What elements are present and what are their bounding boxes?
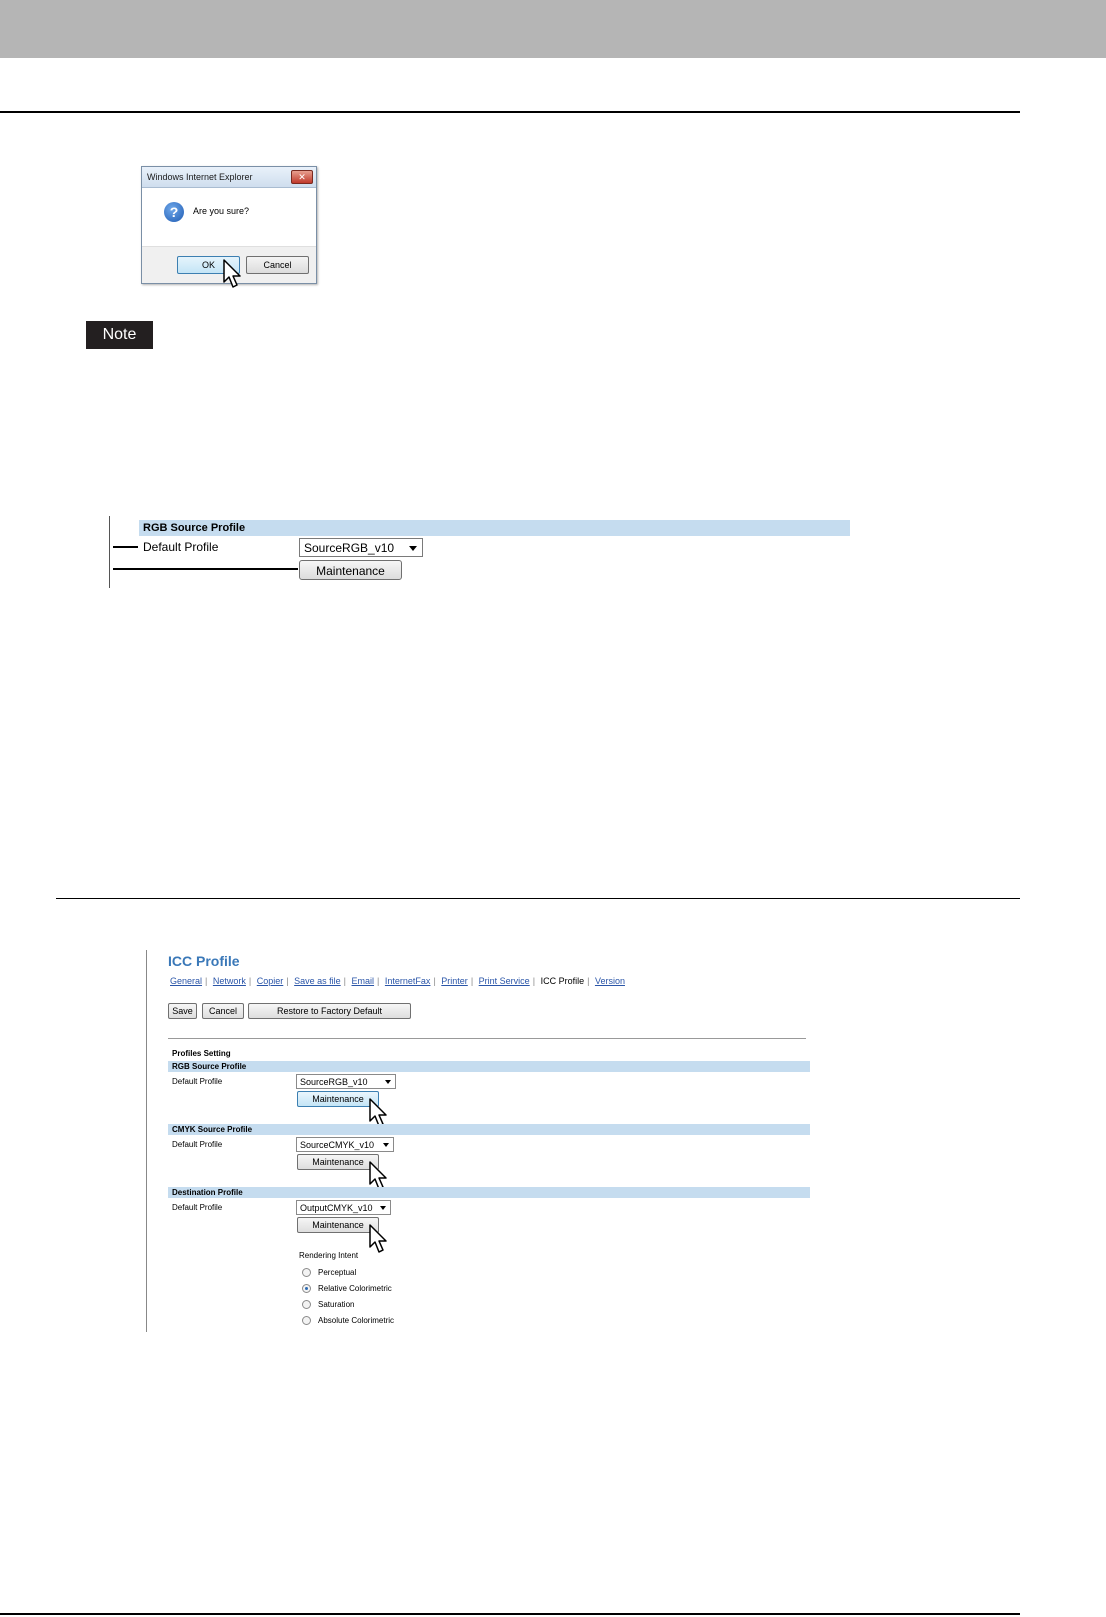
dialog-close-icon[interactable]: ✕ <box>291 170 313 184</box>
tab-internetfax[interactable]: InternetFax <box>384 976 431 986</box>
callout-line-default-profile <box>113 546 138 548</box>
page-title: ICC Profile <box>168 953 240 969</box>
destination-profile-select[interactable] <box>296 1200 391 1215</box>
tab-icc-profile[interactable]: ICC Profile <box>540 976 585 986</box>
rendering-intent-label: Rendering Intent <box>299 1251 359 1260</box>
dialog-ok-button[interactable]: OK <box>177 256 240 274</box>
tab-separator: | <box>248 976 252 986</box>
tab-email[interactable]: Email <box>351 976 375 986</box>
callout-bracket <box>109 516 110 588</box>
destination-profile-value: OutputCMYK_v10 <box>300 1203 373 1213</box>
tab-separator: | <box>532 976 536 986</box>
radio-relative-colorimetric[interactable] <box>302 1284 311 1293</box>
tab-network[interactable]: Network <box>212 976 246 986</box>
dialog-title: Windows Internet Explorer <box>142 167 316 188</box>
section-rule-middle <box>56 898 1020 899</box>
rgb-source-profile-header: RGB Source Profile <box>139 520 850 536</box>
radio-saturation[interactable] <box>302 1300 311 1309</box>
settings-tabs <box>170 976 625 986</box>
tab-version[interactable]: Version <box>594 976 625 986</box>
dialog-message: Are you sure? <box>193 206 250 216</box>
rgb-profile-value: SourceRGB_v10 <box>300 1077 368 1087</box>
cmyk-default-profile-label: Default Profile <box>172 1140 223 1149</box>
dialog-cancel-button[interactable]: Cancel <box>246 256 309 274</box>
radio-absolute-colorimetric-label: Absolute Colorimetric <box>318 1316 395 1325</box>
default-profile-label: Default Profile <box>143 540 219 554</box>
page-footer-rule <box>0 1613 1020 1615</box>
tab-copier[interactable]: Copier <box>256 976 284 986</box>
page-header-band <box>0 0 1106 58</box>
section-rule-top <box>0 111 1020 113</box>
tab-separator: | <box>343 976 347 986</box>
tab-separator: | <box>587 976 590 986</box>
destination-section-header: Destination Profile <box>168 1187 810 1198</box>
cmyk-profile-value: SourceCMYK_v10 <box>300 1140 375 1150</box>
default-profile-value: SourceRGB_v10 <box>304 541 395 555</box>
tab-separator: | <box>377 976 380 986</box>
note-badge: Note <box>86 321 153 349</box>
cancel-button[interactable]: Cancel <box>202 1003 244 1019</box>
mouse-pointer-icon <box>222 258 244 290</box>
restore-factory-default-button[interactable]: Restore to Factory Default <box>248 1003 411 1019</box>
tab-separator: | <box>470 976 474 986</box>
chevron-down-icon <box>383 1143 389 1147</box>
chevron-down-icon <box>385 1080 391 1084</box>
tab-save-as-file[interactable]: Save as file <box>294 976 341 986</box>
radio-saturation-label: Saturation <box>318 1300 355 1309</box>
destination-default-profile-label: Default Profile <box>172 1203 223 1212</box>
mouse-pointer-icon <box>368 1223 390 1255</box>
radio-perceptual-label: Perceptual <box>318 1268 357 1277</box>
tab-separator: | <box>286 976 289 986</box>
radio-perceptual[interactable] <box>302 1268 311 1277</box>
question-icon: ? <box>164 202 184 222</box>
rgb-default-profile-label: Default Profile <box>172 1077 223 1086</box>
profiles-setting-label: Profiles Setting <box>172 1049 231 1058</box>
chevron-down-icon <box>380 1206 386 1210</box>
settings-divider <box>168 1038 806 1039</box>
callout-line-maintenance <box>113 568 298 570</box>
destination-maintenance-button[interactable]: Maintenance <box>297 1217 379 1233</box>
rgb-section-header: RGB Source Profile <box>168 1061 810 1072</box>
cmyk-profile-select[interactable] <box>296 1137 394 1152</box>
chevron-down-icon <box>409 546 417 551</box>
rgb-profile-select[interactable] <box>296 1074 396 1089</box>
cmyk-maintenance-button[interactable]: Maintenance <box>297 1154 379 1170</box>
tab-printer[interactable]: Printer <box>441 976 468 986</box>
save-button[interactable]: Save <box>168 1003 197 1019</box>
screen-left-border <box>146 950 147 1332</box>
cmyk-section-header: CMYK Source Profile <box>168 1124 810 1135</box>
tab-separator: | <box>433 976 436 986</box>
tab-print-service[interactable]: Print Service <box>478 976 530 986</box>
radio-absolute-colorimetric[interactable] <box>302 1316 311 1325</box>
radio-relative-colorimetric-label: Relative Colorimetric <box>318 1284 392 1293</box>
default-profile-select[interactable] <box>299 538 423 557</box>
rgb-maintenance-button[interactable]: Maintenance <box>297 1091 379 1107</box>
tab-separator: | <box>205 976 208 986</box>
maintenance-button[interactable]: Maintenance <box>299 560 402 580</box>
tab-general[interactable]: General <box>170 976 203 986</box>
